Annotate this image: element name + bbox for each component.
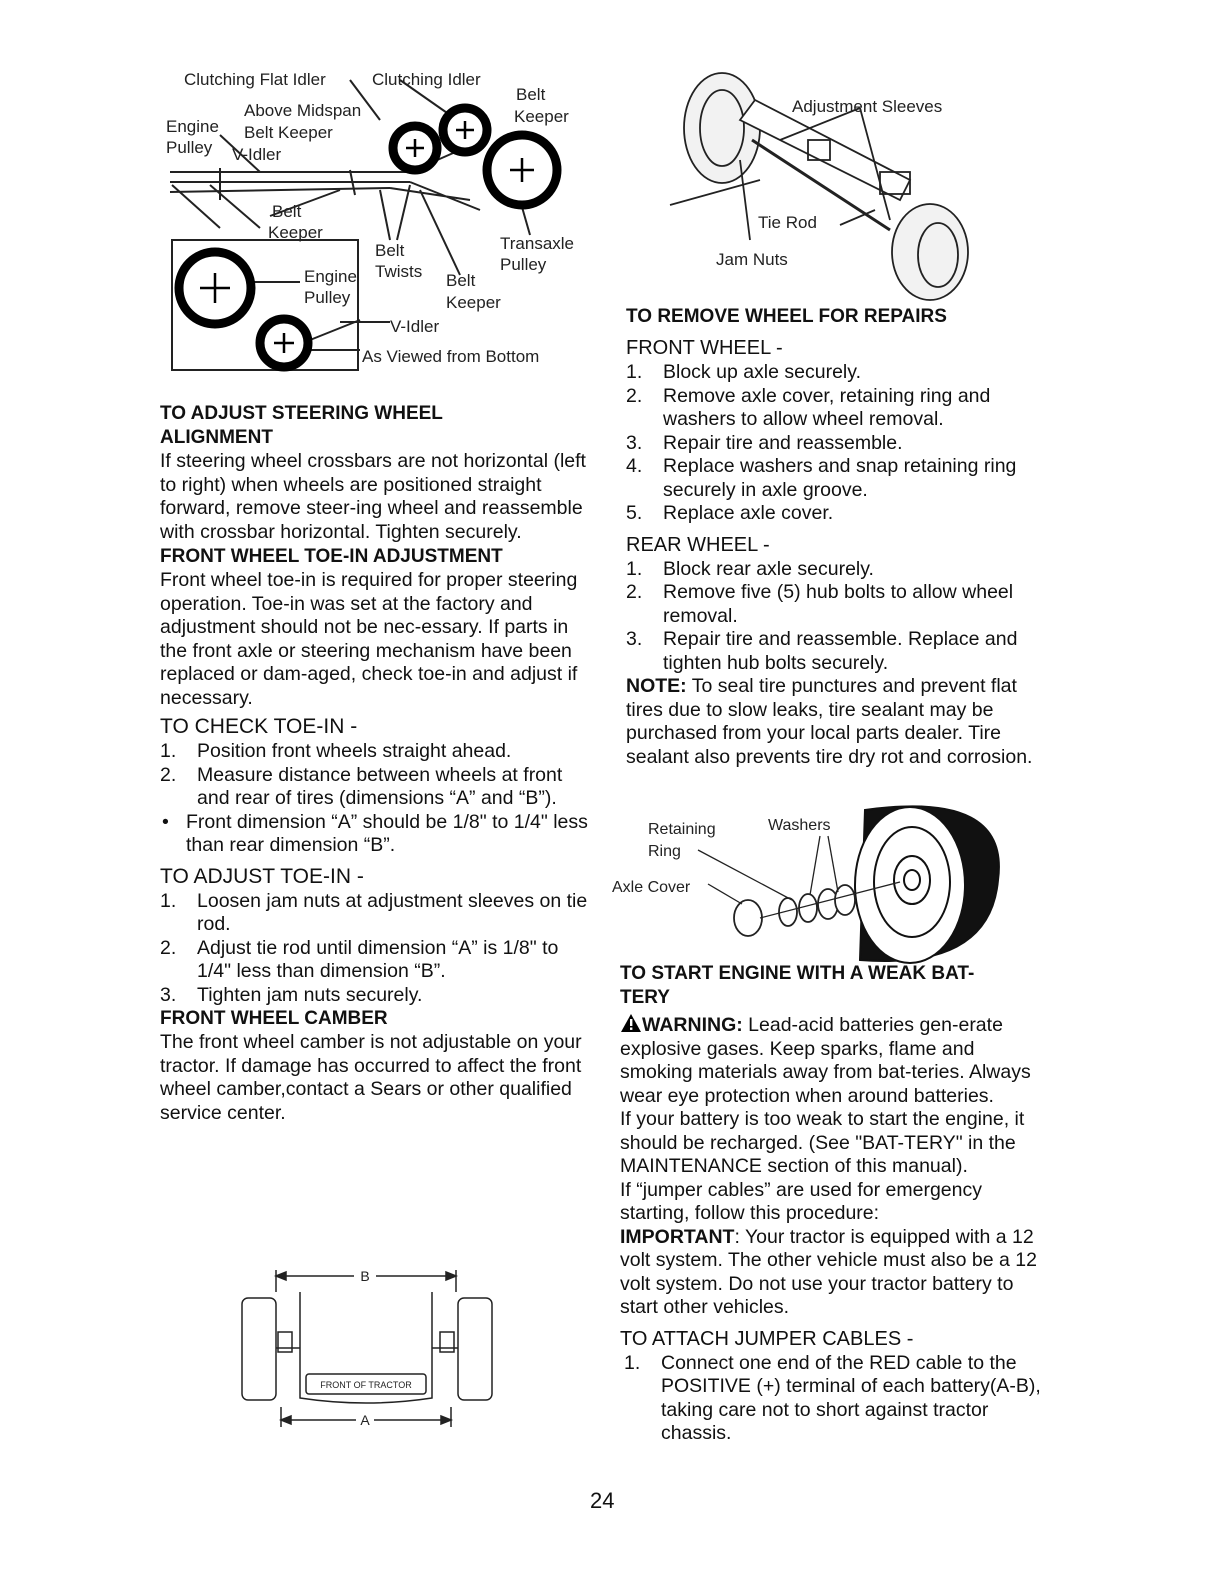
front-axle-diagram	[660, 60, 1000, 300]
list-item: 3. Repair tire and reassemble.	[626, 431, 903, 454]
list-item: 2. Remove five (5) hub bolts to allow wheel removal.	[626, 581, 1014, 627]
check-toein-bullet	[160, 811, 590, 858]
list-item: 4. Replace washers and snap retaining ring securely in axle groove.	[626, 455, 1017, 501]
list-item: 3. Tighten jam nuts securely.	[160, 983, 423, 1006]
battery-weak-text: If your battery is too weak to start the engine, it should be recharged. (See "BAT-TERY" in the MAINTENANCE section of this manual).	[620, 1108, 1025, 1177]
left-column	[160, 402, 590, 1125]
warning-triangle-icon	[620, 1013, 642, 1033]
wheel-exploded-diagram	[610, 800, 1010, 970]
label-transaxle: Transaxle	[500, 234, 575, 253]
weak-battery-heading-2: TERY	[620, 987, 670, 1008]
important-paragraph: IMPORTANT: Your tractor is equipped with a 12 volt system. The other vehicle must also be a 12 volt system. Do not use your tractor battery to start other vehicles.	[620, 1225, 1037, 1318]
toein-diagram	[236, 1262, 506, 1442]
list-item: 1. Position front wheels straight ahead.	[160, 740, 512, 762]
tire-sealant-note: NOTE: To seal tire punctures and prevent flat tires due to slow leaks, tire sealant may be purchased from your local parts dealer. Tire sealant also prevents tire dry rot and corrosion.	[626, 675, 1033, 768]
check-toein-title: TO CHECK TOE-IN -	[160, 715, 358, 738]
label-belt-3: Belt	[446, 271, 476, 290]
label-v-idler-2: V-Idler	[390, 317, 440, 336]
belt-routing-diagram	[160, 60, 600, 380]
label-transaxle-pulley: Pulley	[500, 255, 547, 274]
right-column-lower	[620, 962, 1046, 1446]
label-pulley: Pulley	[166, 138, 213, 157]
list-item: 1. Loosen jam nuts at adjustment sleeves on tie rod.	[160, 889, 588, 935]
steering-heading-2: ALIGNMENT	[160, 427, 273, 448]
label-clutching-flat-idler: Clutching Flat Idler	[184, 70, 326, 89]
adjust-toein-steps	[160, 890, 590, 1008]
label-jam-nuts: Jam Nuts	[716, 250, 788, 269]
list-item: 5. Replace axle cover.	[626, 502, 834, 524]
list-item: 1. Connect one end of the RED cable to the POSITIVE (+) terminal of each battery(A-B), taking care not to short against tractor chassis.	[624, 1351, 1041, 1444]
front-wheel-steps	[626, 361, 1046, 526]
list-item: 2. Adjust tie rod until dimension “A” is 1/8" to 1/4" less than dimension “B”.	[160, 936, 559, 982]
label-engine: Engine	[166, 117, 219, 136]
steering-heading-1: TO ADJUST STEERING WHEEL	[160, 403, 443, 424]
label-as-viewed-from-bottom: As Viewed from Bottom	[362, 347, 540, 366]
warning-paragraph: WARNING: Lead-acid batteries gen-erate explosive gases. Keep sparks, flame and smoking materials away from bat-teries. Always wear eye protection when around batteries.	[620, 1014, 1031, 1107]
label-belt-twists-2: Twists	[375, 262, 423, 281]
label-clutching-idler: Clutching Idler	[372, 70, 481, 89]
label-belt-1: Belt	[516, 85, 546, 104]
check-toein-steps	[160, 740, 590, 811]
label-axle-cover: Axle Cover	[612, 879, 691, 896]
list-item: 3. Repair tire and reassemble. Replace and tighten hub bolts securely.	[626, 628, 1018, 674]
camber-body: The front wheel camber is not adjustable on your tractor. If damage has occurred to affect the front wheel camber,contact a Sears or other qualified service center.	[160, 1031, 582, 1124]
toein-heading: FRONT WHEEL TOE-IN ADJUSTMENT	[160, 546, 503, 567]
front-of-tractor-label: FRONT OF TRACTOR	[320, 1380, 412, 1390]
label-keeper-3: Keeper	[446, 293, 501, 312]
attach-cables-title: TO ATTACH JUMPER CABLES -	[620, 1327, 914, 1350]
toein-body: Front wheel toe-in is required for proper steering operation. Toe-in was set at the factory and adjustment should not be nec-essary. If parts in the front axle or steering mechanism have been replaced or dam-aged, check toe-in and adjust if necessary.	[160, 569, 578, 709]
weak-battery-heading-1: TO START ENGINE WITH A WEAK BAT-	[620, 963, 975, 984]
label-keeper-1: Keeper	[514, 107, 569, 126]
dim-b-label: B	[360, 1268, 370, 1284]
adjust-toein-title: TO ADJUST TOE-IN -	[160, 864, 364, 888]
attach-cables-steps	[624, 1352, 1046, 1446]
label-tie-rod: Tie Rod	[758, 213, 817, 232]
list-item: • Front dimension “A” should be 1/8" to 1/4" less than rear dimension “B”.	[162, 810, 588, 856]
label-keeper-2: Keeper	[268, 223, 323, 242]
camber-heading: FRONT WHEEL CAMBER	[160, 1008, 388, 1029]
label-pulley-2: Pulley	[304, 288, 351, 307]
jumper-cables-text: If “jumper cables” are used for emergency starting, follow this procedure:	[620, 1178, 982, 1224]
rear-wheel-steps	[626, 558, 1046, 676]
right-column-upper	[626, 305, 1046, 769]
rear-wheel-title: REAR WHEEL -	[626, 533, 770, 556]
page-number: 24	[590, 1488, 615, 1513]
label-belt-2: Belt	[272, 202, 302, 221]
list-item: 2. Remove axle cover, retaining ring and washers to allow wheel removal.	[626, 384, 991, 430]
label-belt-keeper: Belt Keeper	[244, 123, 333, 142]
list-item: 1. Block rear axle securely.	[626, 557, 874, 580]
steering-body: If steering wheel crossbars are not horizontal (left to right) when wheels are positioned straight forward, remove steer-ing wheel and reassemble with crossbar horizontal. Tighten securely.	[160, 450, 586, 543]
label-engine-2: Engine	[304, 267, 357, 286]
label-washers: Washers	[768, 817, 831, 834]
remove-wheel-heading: TO REMOVE WHEEL FOR REPAIRS	[626, 306, 947, 327]
front-wheel-title: FRONT WHEEL -	[626, 337, 783, 359]
label-retaining: Retaining	[648, 821, 716, 838]
label-ring: Ring	[648, 843, 681, 860]
label-adjustment-sleeves: Adjustment Sleeves	[792, 97, 943, 116]
list-item: 1. Block up axle securely.	[626, 361, 861, 383]
label-v-idler: V-Idler	[232, 145, 282, 164]
list-item: 2. Measure distance between wheels at front and rear of tires (dimensions “A” and “B”).	[160, 763, 563, 809]
dim-a-label: A	[360, 1412, 370, 1428]
label-belt-twists-1: Belt	[375, 241, 405, 260]
label-above-midspan: Above Midspan	[244, 101, 362, 120]
